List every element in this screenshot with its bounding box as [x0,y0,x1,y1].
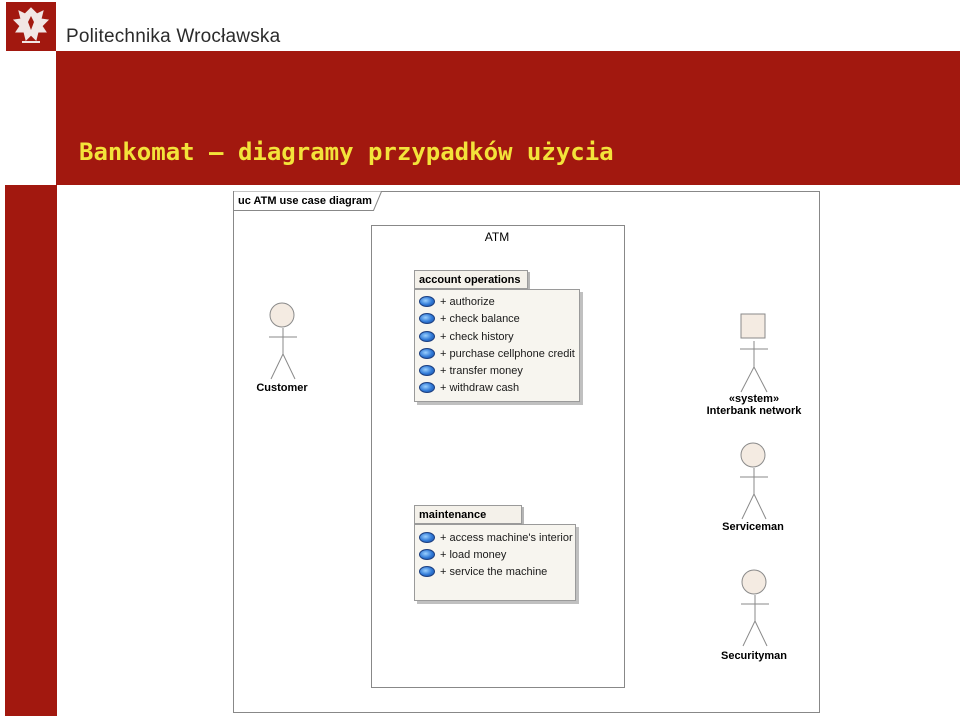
system-label: ATM [484,230,510,244]
use-case-icon [419,549,435,560]
list-item[interactable] [419,362,523,379]
actor-label-customer: Customer [256,382,308,394]
list-item[interactable] [419,328,514,345]
list-item[interactable] [419,310,520,327]
university-logo [6,2,56,51]
use-case-icon [419,566,435,577]
use-case-label: + authorize [440,295,495,308]
eagle-crest-icon [6,2,56,51]
list-item[interactable] [419,345,575,362]
use-case-label: + purchase cellphone credit [440,347,575,360]
package-title: account operations [419,274,521,286]
use-case-icon [419,382,435,393]
use-case-label: + check balance [440,312,520,325]
package-account-operations[interactable] [414,289,580,402]
list-item[interactable] [419,379,519,396]
package-tab-maintenance[interactable] [414,505,522,524]
actor-label-securityman: Securityman [720,650,788,662]
list-item[interactable] [419,293,495,310]
actor-label-interbank-network: Interbank network [706,405,802,417]
actor-label-serviceman: Serviceman [722,521,784,533]
use-case-label: + access machine's interior [440,531,573,544]
use-case-icon [419,365,435,376]
left-side-bar [5,185,57,716]
package-title: maintenance [419,509,487,521]
actor-serviceman[interactable] [732,440,774,522]
actor-interbank-network[interactable] [733,311,775,395]
list-item[interactable] [419,563,547,580]
use-case-label: + withdraw cash [440,381,520,394]
use-case-icon [419,296,435,307]
actor-customer[interactable] [262,300,302,382]
list-item[interactable] [419,529,573,546]
use-case-icon [419,348,435,359]
package-maintenance[interactable] [414,524,576,601]
use-case-label: + service the machine [440,565,548,578]
use-case-icon [419,532,435,543]
page-title: Bankomat – diagramy przypadków użycia [79,138,614,166]
actor-securityman[interactable] [733,567,775,649]
use-case-icon [419,313,435,324]
brand-name: Politechnika Wrocławska [66,26,281,47]
use-case-label: + load money [440,548,507,561]
package-tab-account-operations[interactable] [414,270,528,289]
actor-stereotype-system: «system» [728,393,780,405]
use-case-icon [419,331,435,342]
use-case-label: + transfer money [440,364,523,377]
frame-label: uc ATM use case diagram [238,195,372,207]
list-item[interactable] [419,546,506,563]
use-case-label: + check history [440,330,514,343]
